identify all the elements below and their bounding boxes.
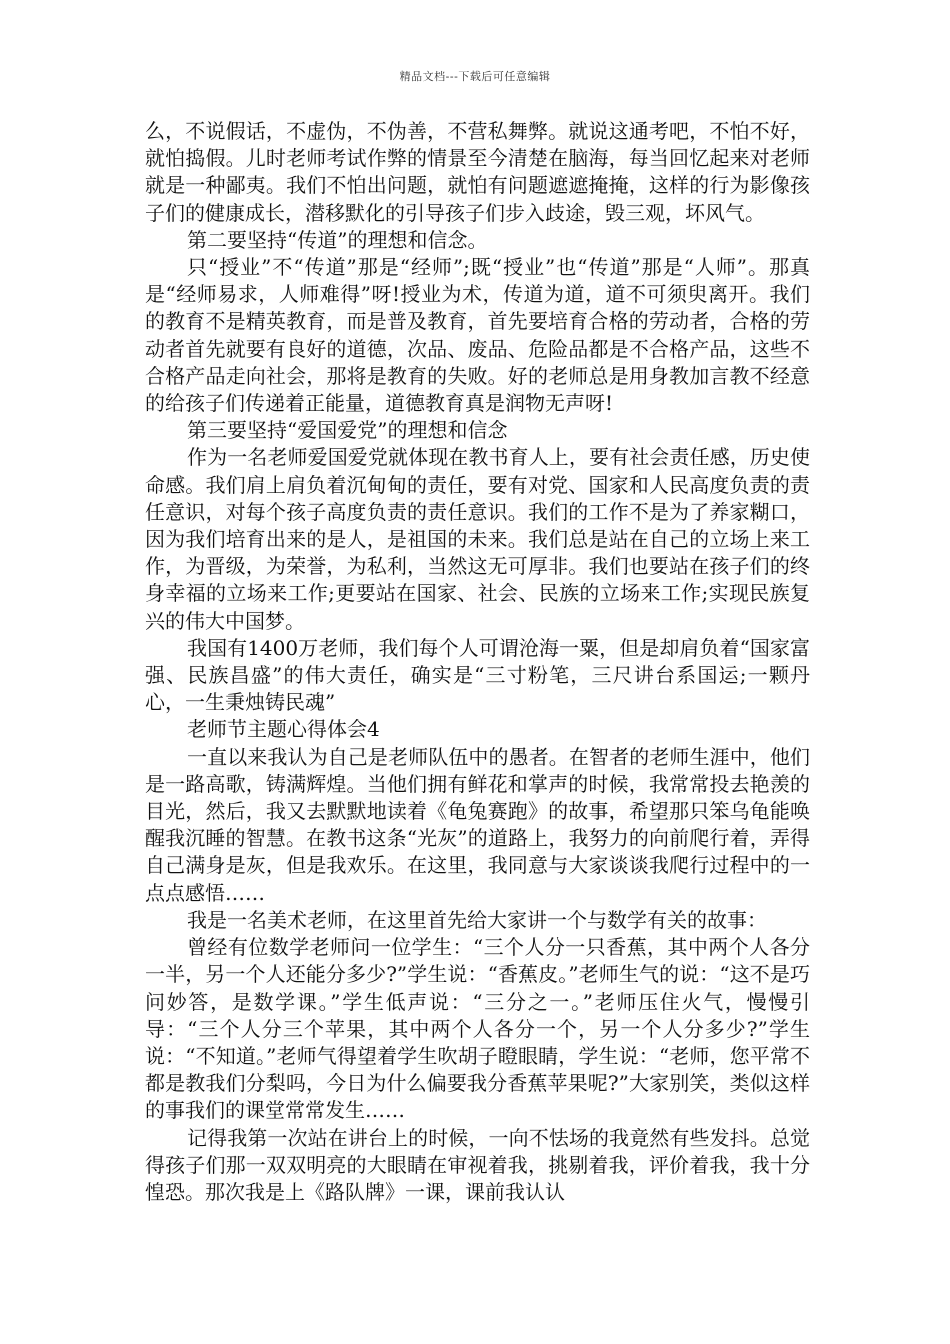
paragraph-3: 作为一名老师爱国爱党就体现在教书育人上，要有社会责任感，历史使命感。我们肩上肩负着沉甸甸的责任，要有对党、国家和人民高度负责的责任意识，对每个孩子高度负责的责任意识。我们的工作不是为了养家糊口，因为我们培育出来的是人，是祖国的未来。我们总是站在自己的立场上来工作，为晋级，为荣誉，为私利，当然这无可厚非。我们也要站在孩子们的终身幸福的立场来工作;更要站在国家、社会、民族的立场来工作;实现民族复兴的伟大中国梦。 — [145, 445, 810, 633]
paragraph-1: 么，不说假话，不虚伪，不伪善，不营私舞弊。就说这通考吧，不怕不好，就怕捣假。儿时老师考试作弊的情景至今清楚在脑海，每当回忆起来对老师就是一种鄙夷。我们不怕出问题，就怕有问题遮遮掩掩，这样的行为影像孩子们的健康成长，潜移默化的引导孩子们步入歧途，毁三观，坏风气。 — [145, 119, 810, 225]
paragraph-4: 我国有1400万老师，我们每个人可谓沧海一粟，但是却肩负着“国家富强、民族昌盛”的伟大责任，确实是“三寸粉笔，三尺讲台系国运;一颗丹心，一生秉烛铸民魂” — [145, 635, 810, 715]
article-title: 老师节主题心得体会4 — [187, 717, 380, 742]
paragraph-2: 只“授业”不“传道”那是“经师”;既“授业”也“传道”那是“人师”。那真是“经师易求，人师难得”呀!授业为术，传道为道，道不可须臾离开。我们的教育不是精英教育，而是普及教育，首先要培育合格的劳动者，合格的劳动者首先就要有良好的道德，次品、废品、危险品都是不合格产品，这些不合格产品走向社会，那将是教育的失败。好的老师总是用身教加言教不经意的给孩子们传递着正能量，道德教育真是润物无声呀! — [145, 255, 810, 416]
paragraph-7: 曾经有位数学老师问一位学生：“三个人分一只香蕉，其中两个人各分一半，另一个人还能分多少?”学生说：“香蕉皮。”老师生气的说：“这不是巧问妙答，是数学课。”学生低声说：“三分之一。”老师压住火气，慢慢引导：“三个人分三个苹果，其中两个人各分一个，另一个人分多少?”学生说：“不知道。”老师气得望着学生吹胡子瞪眼睛，学生说：“老师，您平常不都是教我们分梨吗，今日为什么偏要我分香蕉苹果呢?”大家别笑，类似这样的事我们的课堂常常发生…… — [145, 935, 810, 1123]
section-heading-2: 第二要坚持“传道”的理想和信念。 — [187, 227, 488, 252]
section-heading-3: 第三要坚持“爱国爱党”的理想和信念 — [187, 418, 508, 443]
document-body — [145, 118, 810, 1206]
paragraph-6: 我是一名美术老师，在这里首先给大家讲一个与数学有关的故事： — [187, 907, 767, 932]
paragraph-5: 一直以来我认为自己是老师队伍中的愚者。在智者的老师生涯中，他们是一路高歌，铸满辉煌。当他们拥有鲜花和掌声的时候，我常常投去艳羡的目光，然后，我又去默默地读着《龟兔赛跑》的故事，希望那只笨乌龟能唤醒我沉睡的智慧。在教书这条“光灰”的道路上，我努力的向前爬行着，弄得自己满身是灰，但是我欢乐。在这里，我同意与大家谈谈我爬行过程中的一点点感悟…… — [145, 744, 810, 905]
paragraph-8: 记得我第一次站在讲台上的时候，一向不怯场的我竟然有些发抖。总觉得孩子们那一双双明亮的大眼睛在审视着我，挑剔着我，评价着我，我十分惶恐。那次我是上《路队牌》一课，课前我认认 — [145, 1125, 810, 1204]
page-header: 精品文档---下载后可任意编辑 — [399, 70, 551, 83]
